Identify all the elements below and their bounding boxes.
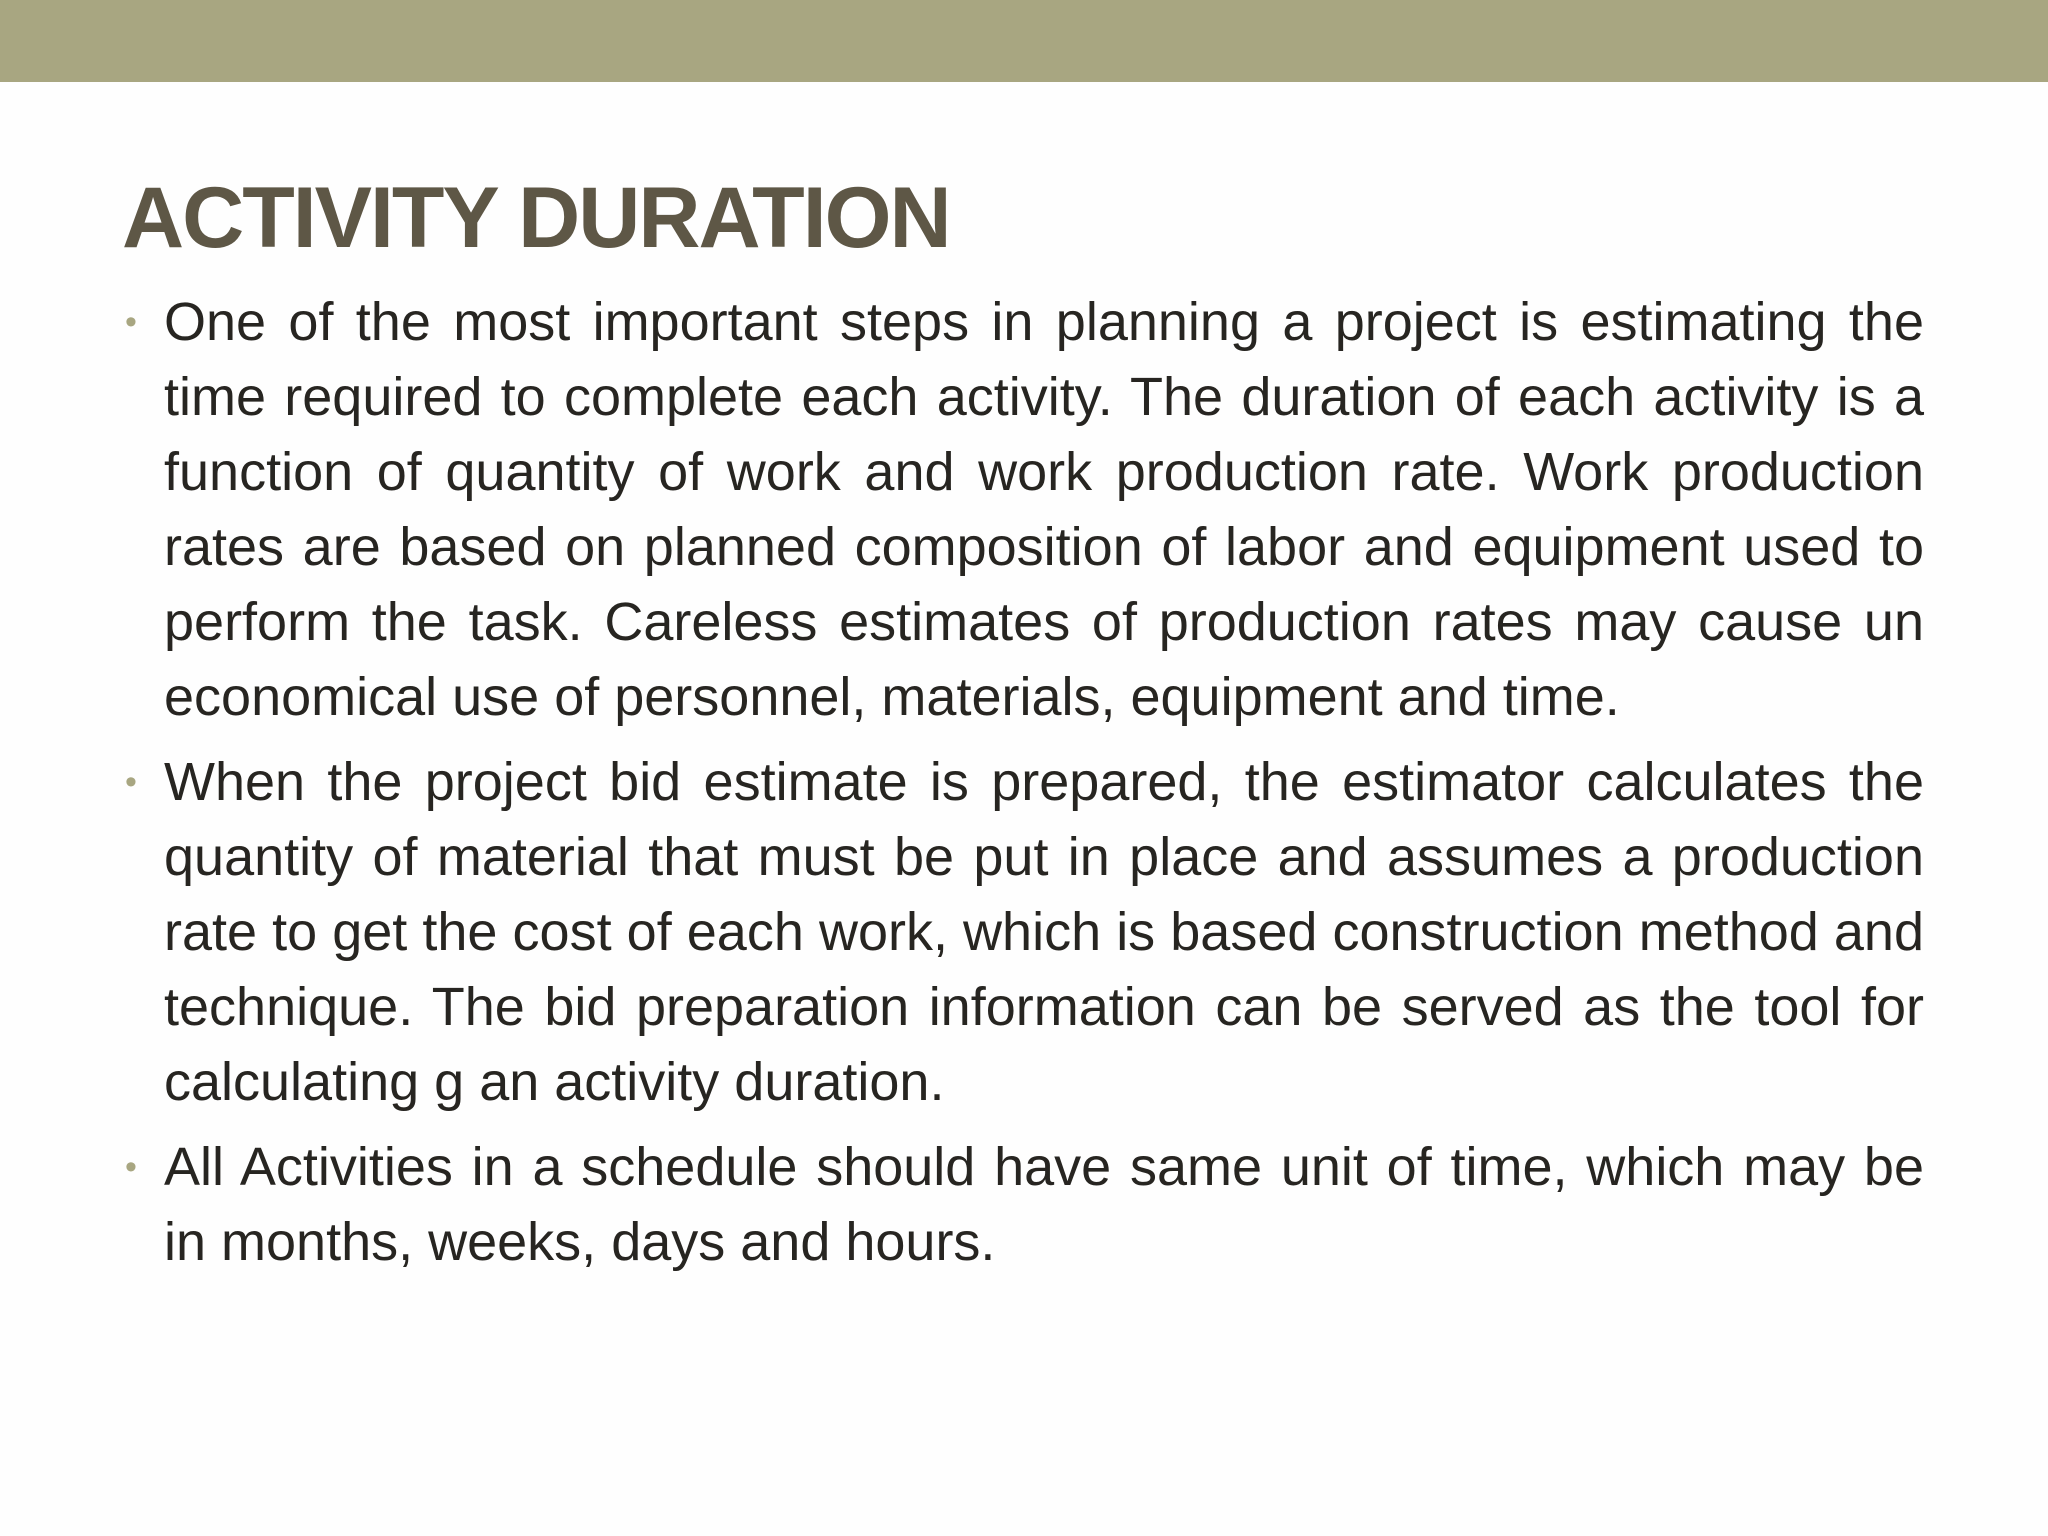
bullet-dot-icon: • (125, 1148, 137, 1186)
bullet-item-2 (122, 745, 1924, 1120)
bullet-text-1: One of the most important steps in planning a project is estimating the time required to complete each activity. The duration of each activity is a function of quantity of work and work production rate. Work production rates are based on planned composition of labor and equipment used to perform the task. Careless estimates of production rates may cause un economical use of personnel, materials, equipment and time. (164, 292, 1924, 727)
slide-title: ACTIVITY DURATION (122, 170, 950, 266)
bullet-item-3 (122, 1130, 1924, 1280)
bullet-dot-icon: • (125, 303, 137, 341)
bullet-dot-icon: • (125, 763, 137, 801)
bullet-item-1 (122, 285, 1924, 735)
bullet-list (122, 285, 1924, 1290)
bullet-text-3: All Activities in a schedule should have same unit of time, which may be in months, weeks, days and hours. (164, 1137, 1924, 1272)
bullet-text-2: When the project bid estimate is prepared, the estimator calculates the quantity of material that must be put in place and assumes a production rate to get the cost of each work, which is based construction method and technique. The bid preparation information can be served as the tool for calculating g an activity duration. (164, 752, 1924, 1112)
top-accent-band (0, 0, 2048, 82)
